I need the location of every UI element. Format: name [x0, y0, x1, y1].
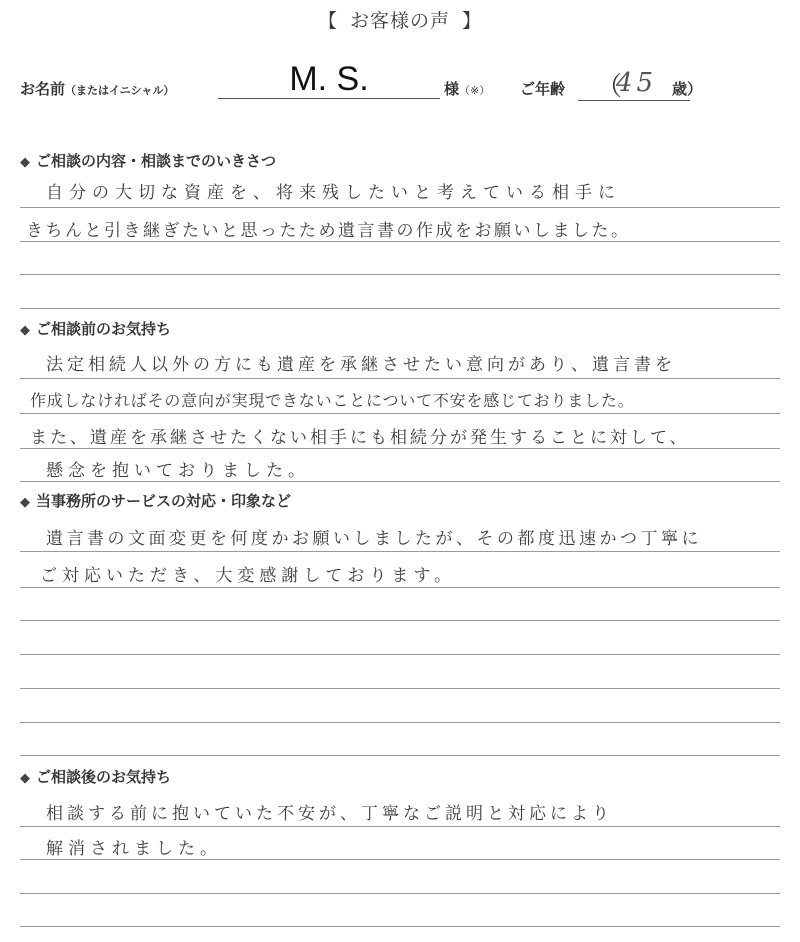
ruled-line [20, 688, 780, 689]
title-bracket-open: 【 [317, 10, 338, 32]
handwritten-line: 作成しなければその意向が実現できないことについて不安を感じておりました。 [30, 391, 635, 410]
honorific-text: 様 [444, 80, 460, 98]
age-label: ご年齢 [520, 80, 566, 98]
section-heading-text: ご相談の内容・相談までのいきさつ [36, 152, 277, 170]
age-unit: 歳） [672, 80, 703, 98]
ruled-line [20, 448, 780, 449]
handwritten-line: 法定相続人以外の方にも遺産を承継させたい意向があり、遺言書を [46, 355, 676, 375]
honorific [444, 78, 490, 99]
name-field[interactable]: M. S. [218, 60, 440, 99]
handwritten-line: また、遺産を承継させたくない相手にも相続分が発生することに対して、 [30, 428, 690, 448]
section-heading-consultation [20, 150, 276, 171]
name-age-row [20, 60, 780, 104]
diamond-icon: ◆ [20, 771, 30, 786]
title-bracket-close: 】 [462, 10, 483, 32]
section-heading-text: ご相談前のお気持ち [36, 320, 172, 338]
ruled-line [20, 413, 780, 414]
ruled-line [20, 654, 780, 655]
ruled-line [20, 859, 780, 860]
diamond-icon: ◆ [20, 495, 30, 510]
ruled-line [20, 274, 780, 275]
ruled-line [20, 481, 780, 482]
section-heading-text: 当事務所のサービスの対応・印象など [36, 492, 292, 510]
ruled-line [20, 378, 780, 379]
section-heading-service [20, 490, 291, 511]
title-text: お客様の声 [349, 10, 450, 32]
ruled-line [20, 207, 780, 208]
name-label-sub: （またはイニシャル） [65, 84, 175, 97]
handwritten-line: 解消されました。 [46, 839, 222, 859]
form-title [0, 6, 800, 33]
ruled-line [20, 308, 780, 309]
handwritten-line: 自分の大切な資産を、将来残したいと考えている相手に [46, 183, 621, 203]
ruled-line [20, 587, 780, 588]
ruled-line [20, 241, 780, 242]
handwritten-line: ご対応いただき、大変感謝しております。 [40, 566, 456, 586]
section-heading-text: ご相談後のお気持ち [36, 768, 172, 786]
ruled-line [20, 551, 780, 552]
section-heading-before [20, 318, 171, 339]
ruled-line [20, 826, 780, 827]
handwritten-line: 懸念を抱いておりました。 [46, 461, 310, 481]
section-heading-after [20, 766, 171, 787]
name-label-text: お名前 [20, 80, 66, 98]
diamond-icon: ◆ [20, 155, 30, 170]
ruled-line [20, 893, 780, 894]
ruled-line [20, 722, 780, 723]
ruled-line [20, 620, 780, 621]
age-field[interactable] [578, 68, 703, 102]
ruled-line [20, 755, 780, 756]
age-value: 45 [616, 68, 658, 98]
age-paren-open: （ [596, 72, 623, 102]
handwritten-line: 遺言書の文面変更を何度かお願いしましたが、その都度迅速かつ丁寧に [46, 529, 702, 549]
name-label [20, 78, 174, 99]
handwritten-line: きちんと引き継ぎたいと思ったため遺言書の作成をお願いしました。 [26, 221, 631, 241]
ruled-line [20, 926, 780, 927]
honorific-note: （※） [459, 84, 491, 97]
diamond-icon: ◆ [20, 323, 30, 338]
handwritten-line: 相談する前に抱いていた不安が、丁寧なご説明と対応により [46, 804, 613, 824]
